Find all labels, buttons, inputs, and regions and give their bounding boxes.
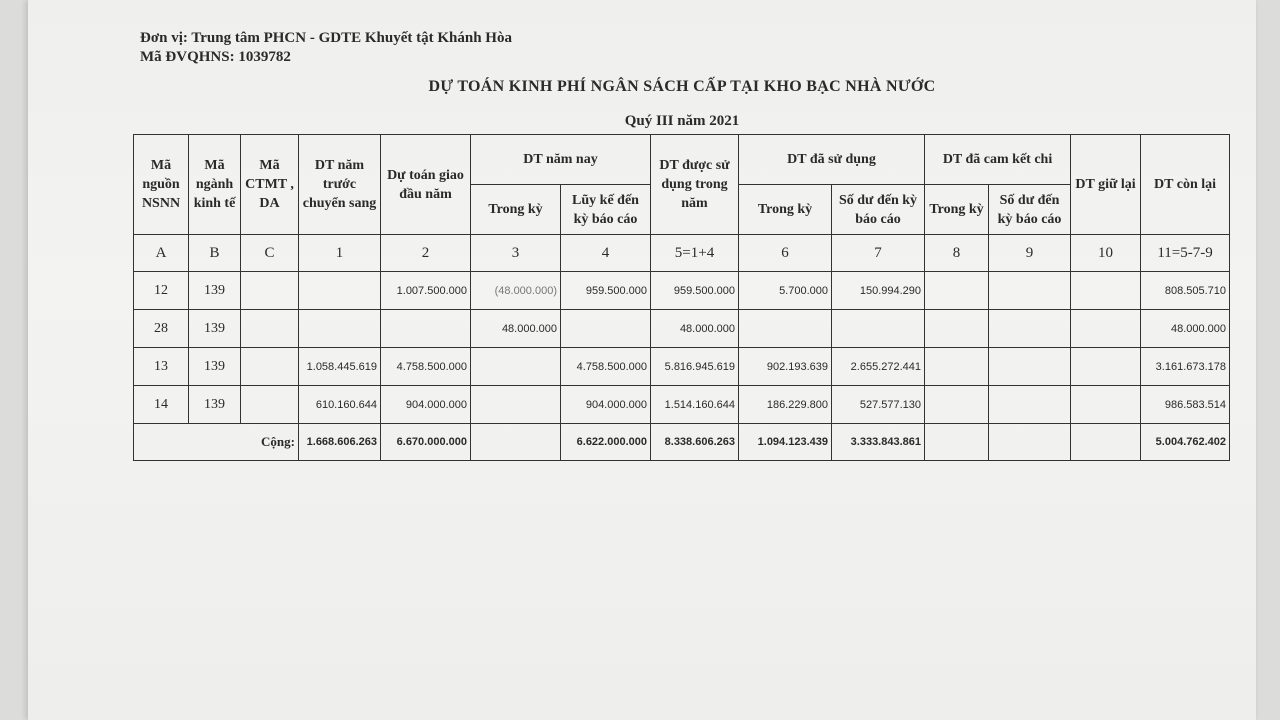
col-ma-nganh: Mã ngành kinh tế: [189, 135, 241, 235]
table-cell: [241, 348, 299, 386]
total-cell: 6.670.000.000: [381, 424, 471, 461]
table-cell: 5.816.945.619: [651, 348, 739, 386]
table-cell: 5.700.000: [739, 272, 832, 310]
col-dt-nam-nay: DT năm nay: [471, 135, 651, 185]
table-cell: 139: [189, 386, 241, 424]
table-cell: [925, 272, 989, 310]
table-cell: 14: [134, 386, 189, 424]
total-cell: 6.622.000.000: [561, 424, 651, 461]
total-label: Cộng:: [134, 424, 299, 461]
table-cell: 139: [189, 272, 241, 310]
total-cell: [925, 424, 989, 461]
unit-code: Mã ĐVQHNS: 1039782: [140, 49, 291, 65]
code-cell: C: [241, 235, 299, 272]
table-cell: [1071, 348, 1141, 386]
total-cell: 5.004.762.402: [1141, 424, 1230, 461]
code-cell: 4: [561, 235, 651, 272]
col-luy-ke: Lũy kế đến kỳ báo cáo: [561, 185, 651, 235]
col-du-toan-giao: Dự toán giao đầu năm: [381, 135, 471, 235]
table-cell: [241, 310, 299, 348]
document-subtitle: Quý III năm 2021: [624, 113, 740, 129]
table-cell: [925, 310, 989, 348]
table-cell: 48.000.000: [1141, 310, 1230, 348]
table-cell: [381, 310, 471, 348]
table-cell: 904.000.000: [561, 386, 651, 424]
col-trong-ky-nam-nay: Trong kỳ: [471, 185, 561, 235]
table-cell: [925, 348, 989, 386]
table-cell: 902.193.639: [739, 348, 832, 386]
table-cell: [241, 386, 299, 424]
col-dt-duoc-su-dung: DT được sử dụng trong năm: [651, 135, 739, 235]
table-row: [134, 348, 1230, 386]
total-cell: [471, 424, 561, 461]
document-page: [28, 0, 1256, 720]
table-cell: 1.007.500.000: [381, 272, 471, 310]
table-cell: [989, 272, 1071, 310]
col-so-du-da-su-dung: Số dư đến kỳ báo cáo: [832, 185, 925, 235]
col-ma-nguon: Mã nguồn NSNN: [134, 135, 189, 235]
table-cell: 48.000.000: [471, 310, 561, 348]
table-cell: [989, 386, 1071, 424]
table-cell: [989, 348, 1071, 386]
table-body: [134, 272, 1230, 424]
unit-name: Đơn vị: Trung tâm PHCN - GDTE Khuyết tật Khánh Hòa: [140, 30, 512, 46]
total-cell: 8.338.606.263: [651, 424, 739, 461]
table-cell: [1071, 386, 1141, 424]
table-row: [134, 386, 1230, 424]
table-cell: [739, 310, 832, 348]
table-cell: 4.758.500.000: [561, 348, 651, 386]
col-dt-nam-truoc: DT năm trước chuyển sang: [299, 135, 381, 235]
table-cell: 527.577.130: [832, 386, 925, 424]
code-cell: 8: [925, 235, 989, 272]
table-cell: 1.514.160.644: [651, 386, 739, 424]
table-cell: 808.505.710: [1141, 272, 1230, 310]
table-cell: 186.229.800: [739, 386, 832, 424]
code-cell: B: [189, 235, 241, 272]
col-ma-ctmt: Mã CTMT , DA: [241, 135, 299, 235]
table-cell: 2.655.272.441: [832, 348, 925, 386]
col-dt-da-su-dung: DT đã sử dụng: [739, 135, 925, 185]
table-cell: [925, 386, 989, 424]
table-cell: [299, 310, 381, 348]
code-cell: 7: [832, 235, 925, 272]
total-cell: 1.668.606.263: [299, 424, 381, 461]
code-cell: 3: [471, 235, 561, 272]
table-cell: 28: [134, 310, 189, 348]
col-dt-cam-ket: DT đã cam kết chi: [925, 135, 1071, 185]
table-cell: 904.000.000: [381, 386, 471, 424]
col-dt-giu-lai: DT giữ lại: [1071, 135, 1141, 235]
table-cell: 48.000.000: [651, 310, 739, 348]
total-cell: 1.094.123.439: [739, 424, 832, 461]
table-cell: 1.058.445.619: [299, 348, 381, 386]
code-cell: 1: [299, 235, 381, 272]
table-cell: 139: [189, 348, 241, 386]
table-cell: 4.758.500.000: [381, 348, 471, 386]
code-cell: A: [134, 235, 189, 272]
table-cell: 12: [134, 272, 189, 310]
total-cell: [989, 424, 1071, 461]
table-cell: [989, 310, 1071, 348]
table-cell: 610.160.644: [299, 386, 381, 424]
col-trong-ky-cam-ket: Trong kỳ: [925, 185, 989, 235]
code-cell: 5=1+4: [651, 235, 739, 272]
table-cell: [471, 348, 561, 386]
table-cell: 986.583.514: [1141, 386, 1230, 424]
table-cell: [241, 272, 299, 310]
code-cell: 11=5-7-9: [1141, 235, 1230, 272]
total-cell: 3.333.843.861: [832, 424, 925, 461]
table-cell: 959.500.000: [651, 272, 739, 310]
table-cell: [561, 310, 651, 348]
table-cell: [832, 310, 925, 348]
table-cell: 150.994.290: [832, 272, 925, 310]
total-cell: [1071, 424, 1141, 461]
table-cell: [1071, 272, 1141, 310]
table-cell: [1071, 310, 1141, 348]
total-row: [134, 424, 1230, 461]
table-cell: [471, 386, 561, 424]
code-cell: 9: [989, 235, 1071, 272]
col-dt-con-lai: DT còn lại: [1141, 135, 1230, 235]
table-cell: [299, 272, 381, 310]
table-cell: 139: [189, 310, 241, 348]
budget-table: [133, 134, 1230, 461]
code-cell: 6: [739, 235, 832, 272]
table-cell: (48.000.000): [471, 272, 561, 310]
column-code-row: [134, 235, 1230, 272]
col-so-du-cam-ket: Số dư đến kỳ báo cáo: [989, 185, 1071, 235]
table-row: [134, 310, 1230, 348]
code-cell: 2: [381, 235, 471, 272]
table-cell: 13: [134, 348, 189, 386]
col-trong-ky-da-su-dung: Trong kỳ: [739, 185, 832, 235]
code-cell: 10: [1071, 235, 1141, 272]
table-cell: 3.161.673.178: [1141, 348, 1230, 386]
table-row: [134, 272, 1230, 310]
document-title: DỰ TOÁN KINH PHÍ NGÂN SÁCH CẤP TẠI KHO BẠC NHÀ NƯỚC: [428, 78, 936, 95]
table-cell: 959.500.000: [561, 272, 651, 310]
